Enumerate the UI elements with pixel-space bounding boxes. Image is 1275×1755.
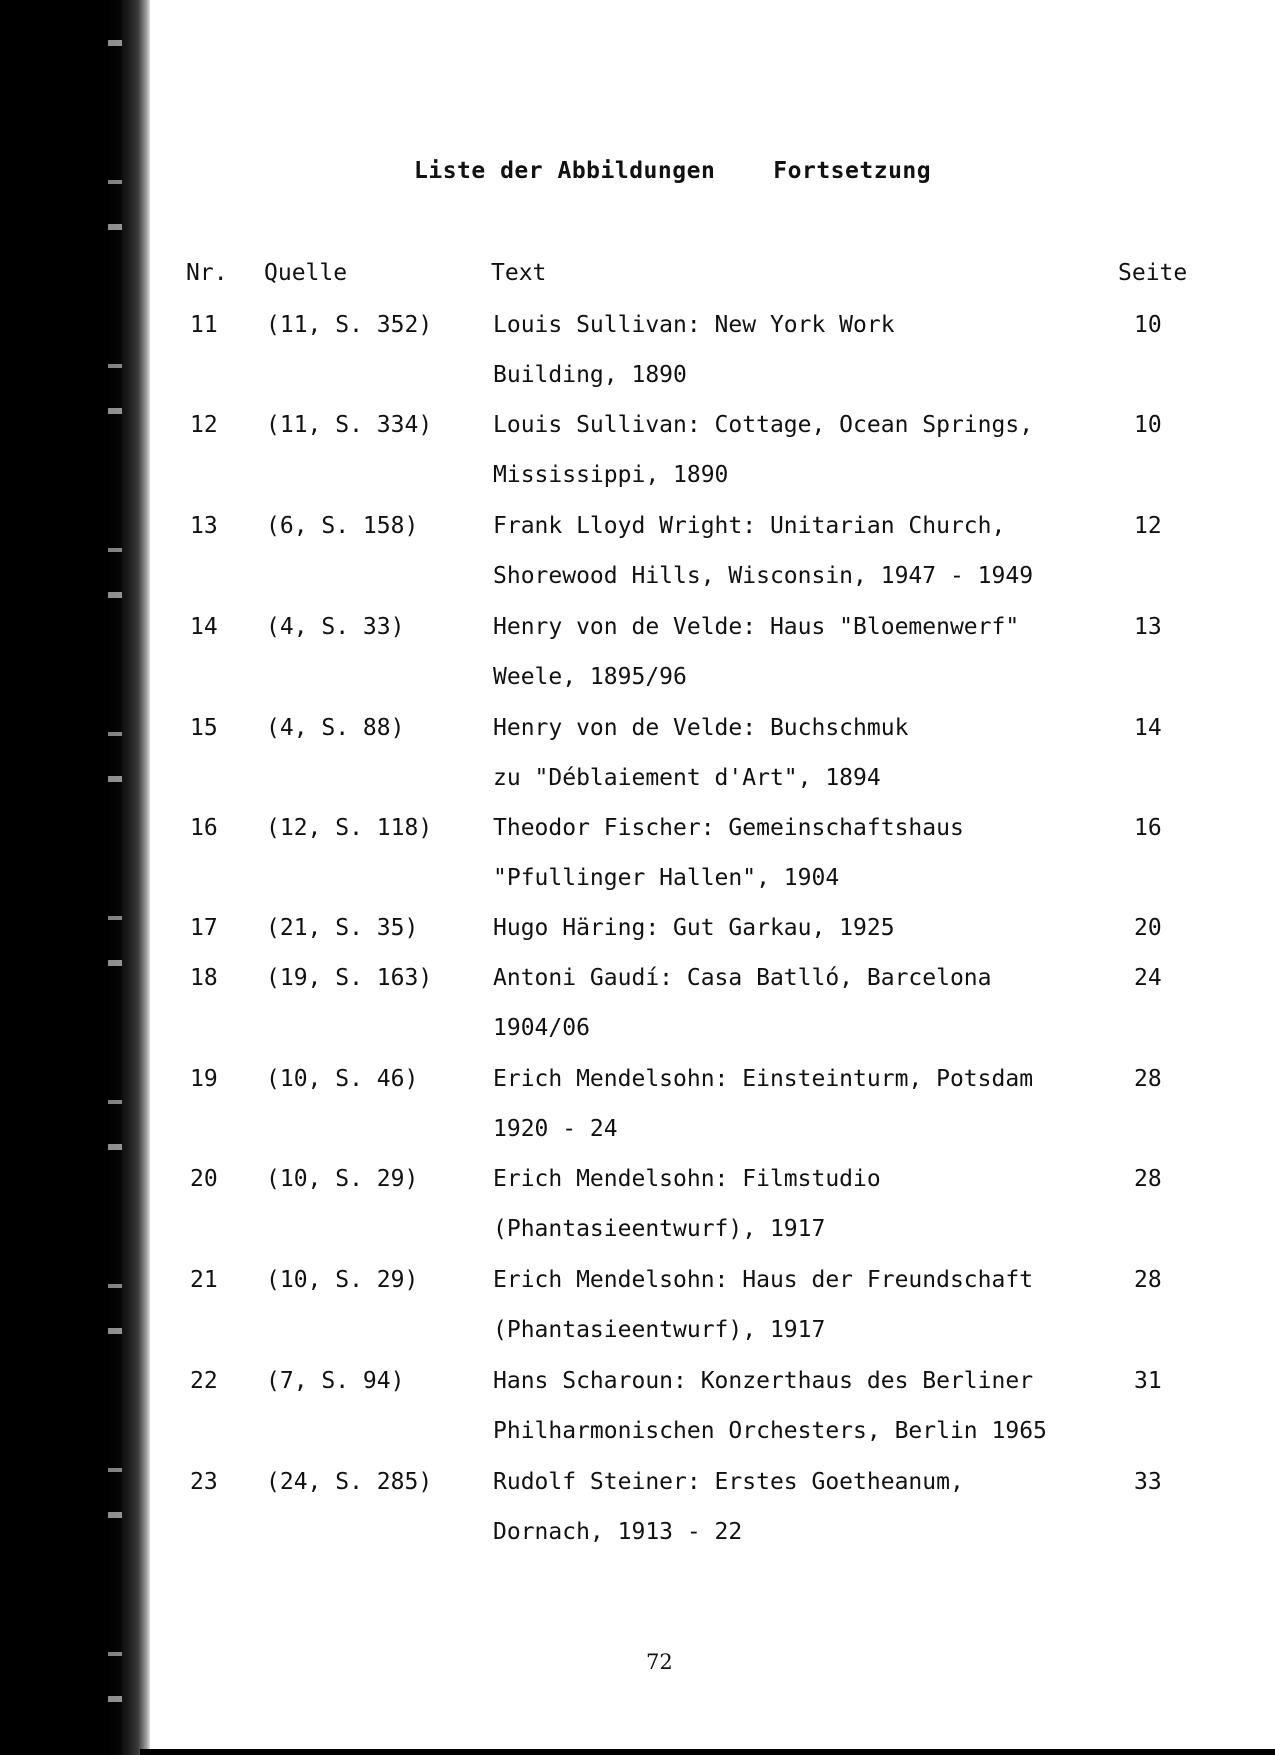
figure-caption: [493, 1066, 1034, 1142]
figure-source: (11, S. 352): [266, 312, 433, 338]
figure-caption: [493, 412, 1034, 488]
caption-line-1: Erich Mendelsohn: Einsteinturm, Potsdam: [493, 1066, 1034, 1092]
figure-number: 11: [190, 312, 218, 338]
page-title: [414, 158, 931, 184]
caption-line-1: Henry von de Velde: Haus "Bloemenwerf": [493, 614, 1020, 640]
figure-page: 28: [1134, 1166, 1162, 1192]
figure-caption: [493, 1166, 881, 1242]
figure-caption: [493, 915, 895, 941]
figure-page: 16: [1134, 815, 1162, 841]
figure-source: (4, S. 33): [266, 614, 405, 640]
figure-source: (6, S. 158): [266, 513, 419, 539]
caption-line-2: (Phantasieentwurf), 1917: [493, 1216, 826, 1242]
figure-number: 17: [190, 915, 218, 941]
figure-number: 14: [190, 614, 218, 640]
figure-caption: [493, 614, 1020, 690]
caption-line-1: Louis Sullivan: New York Work: [493, 312, 895, 338]
figure-source: (11, S. 334): [266, 412, 433, 438]
title-text: Liste der Abbildungen: [414, 158, 716, 184]
figure-number: 20: [190, 1166, 218, 1192]
caption-line-2: Building, 1890: [493, 362, 687, 388]
caption-line-1: Erich Mendelsohn: Haus der Freundschaft: [493, 1267, 1034, 1293]
caption-line-2: "Pfullinger Hallen", 1904: [493, 865, 840, 891]
caption-line-2: zu "Déblaiement d'Art", 1894: [493, 765, 881, 791]
title-continuation: Fortsetzung: [773, 158, 932, 184]
figure-caption: [493, 1368, 1047, 1444]
figure-page: 28: [1134, 1267, 1162, 1293]
figure-caption: [493, 815, 964, 891]
figure-source: (10, S. 29): [266, 1166, 419, 1192]
column-header-text: Text: [491, 260, 547, 286]
figure-source: (7, S. 94): [266, 1368, 405, 1394]
caption-line-2: (Phantasieentwurf), 1917: [493, 1317, 826, 1343]
figure-number: 22: [190, 1368, 218, 1394]
figure-number: 21: [190, 1267, 218, 1293]
caption-line-1: Henry von de Velde: Buchschmuk: [493, 715, 909, 741]
figure-source: (12, S. 118): [266, 815, 433, 841]
caption-line-1: Frank Lloyd Wright: Unitarian Church,: [493, 513, 1006, 539]
column-header-quelle: Quelle: [264, 260, 348, 286]
figure-page: 33: [1134, 1469, 1162, 1495]
figure-page: 28: [1134, 1066, 1162, 1092]
page-number: 72: [646, 1650, 673, 1674]
column-header-nr: Nr.: [186, 260, 228, 286]
caption-line-2: Weele, 1895/96: [493, 664, 687, 690]
figure-number: 15: [190, 715, 218, 741]
caption-line-2: 1920 - 24: [493, 1116, 618, 1142]
caption-line-1: Hans Scharoun: Konzerthaus des Berliner: [493, 1368, 1034, 1394]
figure-page: 13: [1134, 614, 1162, 640]
caption-line-1: Hugo Häring: Gut Garkau, 1925: [493, 915, 895, 941]
figure-number: 19: [190, 1066, 218, 1092]
figure-source: (21, S. 35): [266, 915, 419, 941]
caption-line-2: 1904/06: [493, 1015, 590, 1041]
caption-line-1: Erich Mendelsohn: Filmstudio: [493, 1166, 881, 1192]
figure-caption: [493, 1267, 1034, 1343]
figure-caption: [493, 312, 895, 388]
figure-page: 14: [1134, 715, 1162, 741]
figure-page: 12: [1134, 513, 1162, 539]
figure-page: 20: [1134, 915, 1162, 941]
caption-line-1: Antoni Gaudí: Casa Batlló, Barcelona: [493, 965, 992, 991]
figure-caption: [493, 965, 992, 1041]
figure-source: (4, S. 88): [266, 715, 405, 741]
figure-number: 13: [190, 513, 218, 539]
column-header-seite: Seite: [1118, 260, 1188, 286]
caption-line-2: Philharmonischen Orchesters, Berlin 1965: [493, 1418, 1047, 1444]
caption-line-2: Shorewood Hills, Wisconsin, 1947 - 1949: [493, 563, 1034, 589]
figure-number: 23: [190, 1469, 218, 1495]
figure-page: 10: [1134, 412, 1162, 438]
caption-line-1: Theodor Fischer: Gemeinschaftshaus: [493, 815, 964, 841]
caption-line-2: Dornach, 1913 - 22: [493, 1519, 743, 1545]
figure-page: 24: [1134, 965, 1162, 991]
caption-line-1: Rudolf Steiner: Erstes Goetheanum,: [493, 1469, 964, 1495]
figure-source: (10, S. 29): [266, 1267, 419, 1293]
figure-source: (19, S. 163): [266, 965, 433, 991]
figure-page: 10: [1134, 312, 1162, 338]
figure-caption: [493, 513, 1034, 589]
figure-number: 16: [190, 815, 218, 841]
caption-line-1: Louis Sullivan: Cottage, Ocean Springs,: [493, 412, 1034, 438]
figure-caption: [493, 715, 909, 791]
figure-source: (24, S. 285): [266, 1469, 433, 1495]
figure-number: 12: [190, 412, 218, 438]
figure-page: 31: [1134, 1368, 1162, 1394]
figure-caption: [493, 1469, 964, 1545]
caption-line-2: Mississippi, 1890: [493, 462, 729, 488]
figure-number: 18: [190, 965, 218, 991]
figure-source: (10, S. 46): [266, 1066, 419, 1092]
